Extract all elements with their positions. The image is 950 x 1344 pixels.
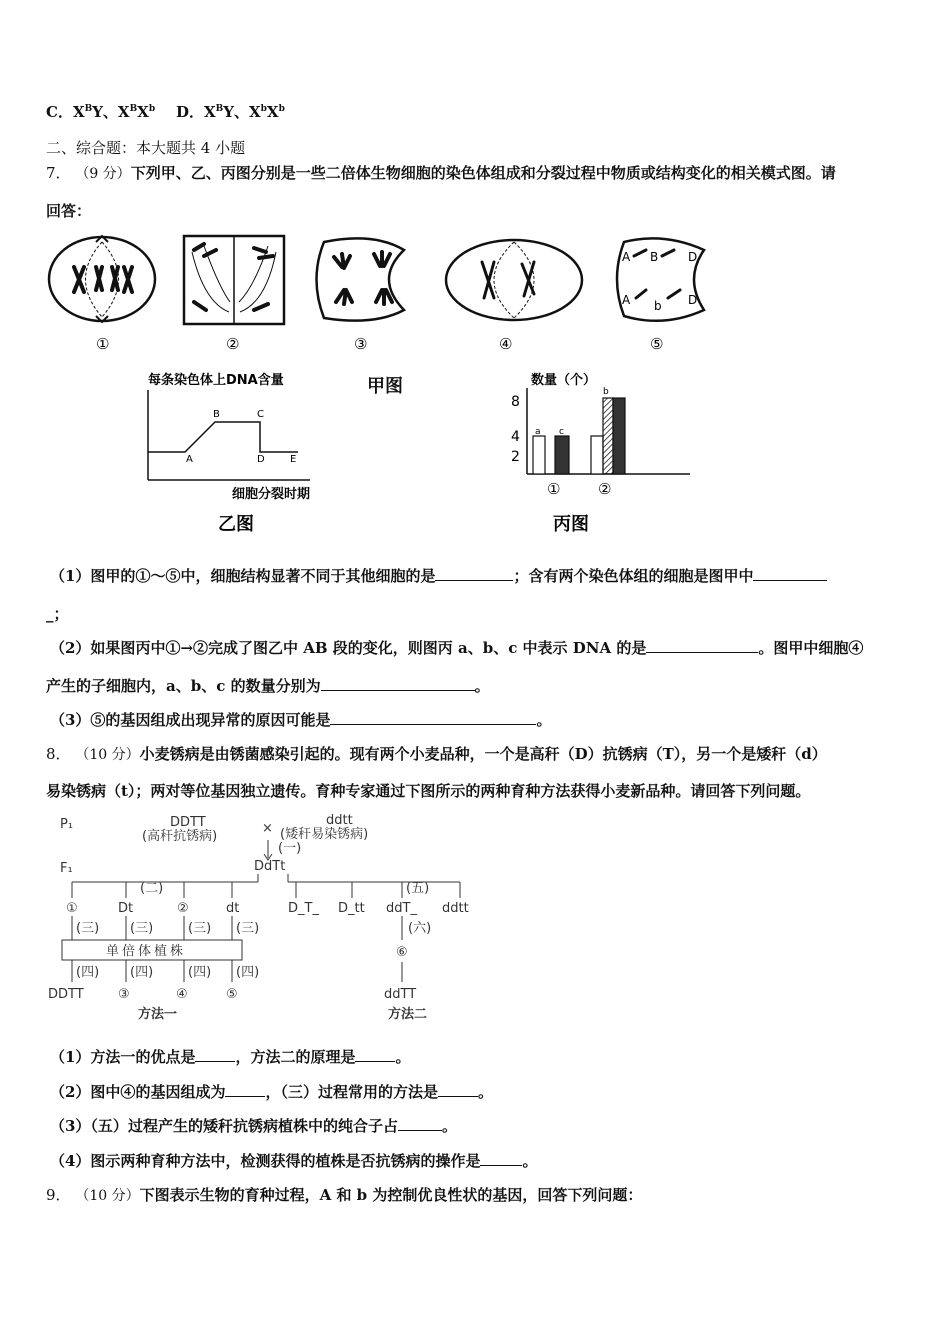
bar-letter-b: b — [603, 387, 609, 397]
q8-blank-4[interactable] — [438, 1082, 478, 1097]
gamete-4: dt — [226, 901, 240, 916]
bar-letter-a: a — [535, 427, 541, 437]
parent1-desc: (高秆抗锈病) — [142, 829, 218, 844]
q7-sub3: （3）⑤的基因组成出现异常的原因可能是 。 — [50, 711, 552, 729]
step-5: (五) — [406, 881, 430, 896]
f1-genotype: DdTt — [254, 859, 286, 874]
step-3-c: (三) — [188, 921, 212, 936]
q7-stem-line1: 7． （9 分）下列甲、乙、丙图分别是一些二倍体生物细胞的染色体组成和分裂过程中物质或结构变化的相关模式图。请 — [46, 164, 836, 182]
yi-point-e: E — [290, 454, 297, 465]
label-f1: F₁ — [60, 861, 73, 876]
fig-jia-title: 甲图 — [367, 376, 403, 397]
yi-point-c: C — [257, 409, 264, 420]
label-p1: P₁ — [60, 817, 74, 832]
final2-genotype: ddTT — [384, 987, 417, 1002]
bing-ylabel: 数量（个） — [531, 373, 597, 388]
q7-blank-1[interactable] — [435, 566, 513, 581]
svg-text:b: b — [654, 299, 662, 313]
fig-bing-title: 丙图 — [553, 514, 589, 535]
f2-2: D_tt — [338, 901, 365, 916]
final1-1: DDTT — [48, 987, 84, 1002]
f2-1: D_T_ — [288, 901, 319, 916]
bing-tick-2: 2 — [511, 449, 520, 465]
q7-blank-5[interactable] — [330, 710, 536, 725]
final1-3: ④ — [176, 987, 188, 1002]
gamete-3: ② — [177, 901, 189, 916]
step-4-d: (四) — [236, 965, 260, 980]
q7-blank-3[interactable] — [646, 638, 758, 653]
fig-yi-title: 乙图 — [218, 514, 254, 535]
svg-text:B: B — [650, 250, 659, 264]
bar-letter-c: c — [559, 427, 564, 437]
f2-3: ddT_ — [386, 901, 417, 916]
cell-4 — [446, 240, 582, 320]
haploid-box: 单倍体植株 — [106, 944, 187, 959]
figure-yi-graph — [140, 370, 340, 535]
cell-1 — [49, 236, 155, 322]
step-4-b: (四) — [130, 965, 154, 980]
yi-point-b: B — [213, 409, 220, 420]
breeding-diagram — [46, 812, 496, 1027]
yi-xlabel: 细胞分裂时期 — [232, 487, 311, 502]
gamete-2: Dt — [118, 901, 134, 916]
q7-sub1-cont: _； — [46, 605, 69, 623]
step-4-a: (四) — [76, 965, 100, 980]
figure-jia-cells — [44, 232, 724, 357]
q7-sub2-cont: 产生的子细胞内，a、b、c 的数量分别为 。 — [46, 677, 490, 695]
q8-sub1: （1）方法一的优点是 ，方法二的原理是 。 — [50, 1048, 411, 1066]
step-3-a: (三) — [76, 921, 100, 936]
q8-blank-1[interactable] — [195, 1047, 235, 1062]
q7-stem-line2: 回答： — [46, 202, 92, 220]
yi-point-a: A — [186, 454, 193, 465]
method-2: 方法二 — [388, 1007, 428, 1022]
figure-bing-bar — [505, 370, 705, 535]
step-3-b: (三) — [130, 921, 154, 936]
q8-blank-5[interactable] — [398, 1116, 442, 1131]
q7-blank-4[interactable] — [321, 676, 475, 691]
q7-sub2: （2）如果图丙中①→②完成了图乙中 AB 段的变化，则图丙 a、b、c 中表示 DNA 的是 。图甲中细胞④ — [50, 639, 864, 657]
yi-point-d: D — [257, 454, 265, 465]
bar-1-a — [533, 436, 545, 474]
cell-label-3: ③ — [354, 335, 368, 353]
bing-tick-8: 8 — [511, 394, 520, 410]
parent2-desc: (矮秆易染锈病) — [280, 827, 369, 842]
q8-blank-3[interactable] — [225, 1082, 265, 1097]
label-6: ⑥ — [396, 945, 408, 960]
svg-text:D: D — [688, 250, 698, 264]
yi-ylabel: 每条染色体上DNA含量 — [148, 373, 284, 388]
bar-1-c — [555, 436, 569, 474]
q7-sub1: （1）图甲的①～⑤中，细胞结构显著不同于其他细胞的是 ；含有两个染色体组的细胞是图甲中 — [50, 565, 827, 586]
q8-blank-2[interactable] — [355, 1047, 395, 1062]
cell-2 — [184, 236, 284, 324]
section-title: 二、综合题：本大题共 4 小题 — [46, 139, 246, 157]
svg-text:A: A — [622, 293, 631, 307]
parent2-genotype: ddtt — [326, 813, 353, 828]
cell-3 — [317, 238, 405, 320]
cell-label-2: ② — [226, 335, 240, 353]
bar-2-b — [603, 398, 613, 474]
q8-blank-6[interactable] — [480, 1151, 522, 1166]
svg-text:D: D — [688, 293, 698, 307]
step-1: (一) — [278, 841, 302, 856]
step-3-d: (三) — [236, 921, 260, 936]
bar-2-c — [613, 398, 625, 474]
bing-group-2: ② — [598, 480, 612, 498]
cell-label-1: ① — [96, 335, 110, 353]
final1-4: ⑤ — [226, 987, 238, 1002]
q8-stem-line1: 8． （10 分）小麦锈病是由锈菌感染引起的。现有两个小麦品种，一个是高秆（D）抗锈病（T），另一个是矮秆（d） — [46, 745, 827, 763]
cell-label-5: ⑤ — [650, 335, 664, 353]
step-4-c: (四) — [188, 965, 212, 980]
q9-stem: 9． （10 分）下图表示生物的育种过程，A 和 b 为控制优良性状的基因，回答下列问题： — [46, 1186, 643, 1204]
q8-sub4: （4）图示两种育种方法中，检测获得的植株是否抗锈病的操作是 。 — [50, 1152, 538, 1170]
cell-label-4: ④ — [499, 335, 513, 353]
cross-symbol: × — [262, 821, 273, 836]
step-2: (二) — [140, 881, 164, 896]
q8-sub3: （3）（五）过程产生的矮秆抗锈病植株中的纯合子占 。 — [50, 1117, 457, 1135]
bing-group-1: ① — [547, 480, 561, 498]
step-6: (六) — [408, 921, 432, 936]
options-cd: C．$X^BY$、$X^BX^b$ D．$X^BY$、$X^bX^b$ — [46, 103, 285, 121]
q7-blank-2[interactable] — [753, 566, 827, 581]
cell-5 — [617, 238, 704, 320]
q8-sub2: （2）图中④的基因组成为 ，（三）过程常用的方法是 。 — [50, 1083, 493, 1101]
bar-2-a — [591, 436, 603, 474]
svg-text:A: A — [622, 250, 631, 264]
q8-stem-line2: 易染锈病（t）；两对等位基因独立遗传。育种专家通过下图所示的两种育种方法获得小麦新品种。请回答下列问题。 — [46, 782, 811, 800]
method-1: 方法一 — [138, 1007, 178, 1022]
gamete-1: ① — [66, 901, 78, 916]
parent1-genotype: DDTT — [170, 815, 206, 830]
final1-2: ③ — [118, 987, 130, 1002]
f2-4: ddtt — [442, 901, 469, 916]
bing-tick-4: 4 — [511, 429, 520, 445]
